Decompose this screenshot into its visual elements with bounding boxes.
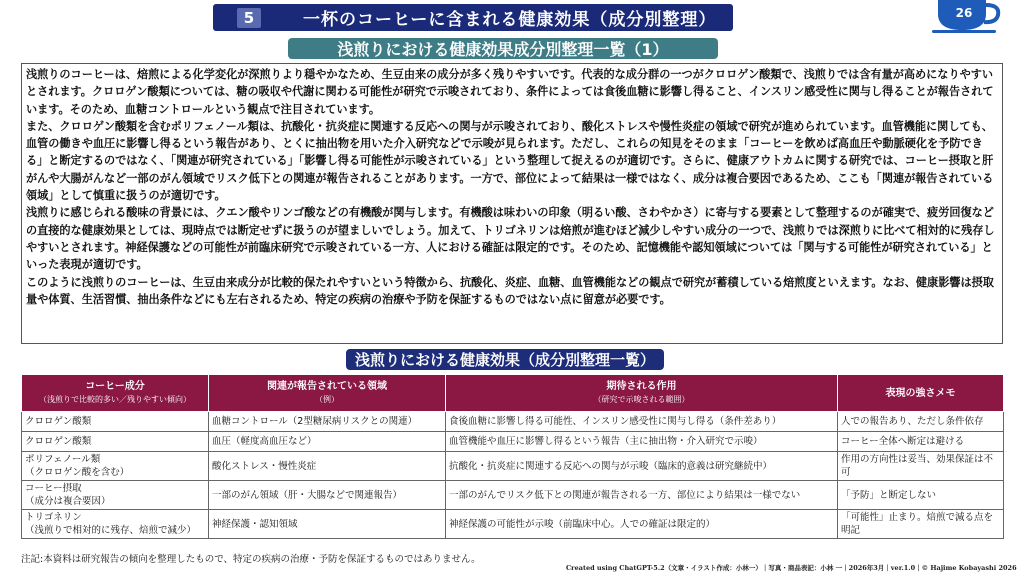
table-cell: クロロゲン酸類	[22, 412, 209, 432]
table-row	[22, 481, 1004, 510]
table-cell: 神経保護・認知領域	[209, 510, 446, 539]
table-cell: 「予防」と断定しない	[838, 481, 1004, 510]
table-cell: 酸化ストレス・慢性炎症	[209, 452, 446, 481]
table-cell: コーヒー全体へ断定は避ける	[838, 432, 1004, 452]
column-header: 関連が報告されている領域 （例）	[209, 375, 446, 412]
table-cell: 「可能性」止まり。焙煎で減る点を明記	[838, 510, 1004, 539]
table-cell: トリゴネリン （浅煎りで相対的に残存、焙煎で減少）	[22, 510, 209, 539]
table-row	[22, 452, 1004, 481]
section-title-2: 浅煎りにおける健康効果（成分別整理一覧）	[346, 349, 664, 370]
credit-line: Created using ChatGPT-5.2（文章・イラスト作成：小林一）｜写真・商品表記：小林 一｜2026年3月｜ver.1.0｜© Hajime Kobayashi 2026	[566, 564, 1017, 572]
table-cell: 抗酸化・抗炎症に関連する反応への関与が示唆（臨床的意義は研究継続中）	[446, 452, 838, 481]
column-header: コーヒー成分 （浅煎りで比較的多い／残りやすい傾向）	[22, 375, 209, 412]
health-effects-table	[21, 374, 1004, 539]
table-row	[22, 412, 1004, 432]
column-header: 期待される作用 （研究で示唆される範囲）	[446, 375, 838, 412]
table-cell: コーヒー摂取 （成分は複合要因）	[22, 481, 209, 510]
table-cell: 神経保護の可能性が示唆（前臨床中心。人での確証は限定的）	[446, 510, 838, 539]
slide-header	[213, 4, 733, 31]
slide-title: 一杯のコーヒーに含まれる健康効果（成分別整理）	[303, 10, 717, 30]
intro-paragraph: また、クロロゲン酸類を含むポリフェノール類は、抗酸化・抗炎症に関連する反応への関与が示唆されており、酸化ストレスや慢性炎症の領域で研究が進められています。血管機能に関しても、血管の働きや血圧に影響し得るという報告があり、とくに抽出物を用いた介入研究などで示唆が見られます。ただし、これらの知見をそのまま「コーヒーを飲めば高血圧や動脈硬化を予防できる」と断定するのではなく、「関連が研究されている」「影響し得る可能性が示唆されている」という整理して捉えるのが適切です。さらに、健康アウトカムに関する研究では、コーヒー摂取と肝がんや大腸がんなど一部のがん領域でリスク低下との関連が報告されることがあります。一方で、部位によって結果は一様ではなく、成分は複合要因であるため、ここも「関連が報告されている領域」として慎重に扱うのが適切です。	[26, 119, 994, 203]
table-cell: 血管機能や血圧に影響し得るという報告（主に抽出物・介入研究で示唆）	[446, 432, 838, 452]
page-number: 26	[955, 6, 973, 20]
intro-paragraph: このように浅煎りのコーヒーは、生豆由来成分が比較的保たれやすいという特徴から、抗酸化、炎症、血糖、血管機能などの観点で研究が蓄積している焙煎度といえます。なお、健康影響は摂取量や体質、生活習慣、抽出条件などにも左右されるため、特定の疾病の治療や予防を保証するものではない点に留意が必要です。	[26, 275, 994, 306]
intro-text-box	[21, 63, 1003, 344]
table-cell: 食後血糖に影響し得る可能性、インスリン感受性に関与し得る（条件差あり）	[446, 412, 838, 432]
intro-paragraph: 浅煎りのコーヒーは、焙煎による化学変化が深煎りより穏やかなため、生豆由来の成分が多く残りやすいです。代表的な成分群の一つがクロロゲン酸類で、浅煎りでは含有量が高めになりやすいとされます。クロロゲン酸類については、糖の吸収や代謝に関わる可能性が研究で示唆されており、条件によっては食後血糖に影響し得ること、インスリン感受性に関与し得ることが報告されています。そのため、血糖コントロールという観点で注目されています。	[26, 68, 994, 116]
table-cell: 血圧（軽度高血圧など）	[209, 432, 446, 452]
column-header: 表現の強さメモ	[838, 375, 1004, 412]
table-cell: 作用の方向性は妥当、効果保証は不可	[838, 452, 1004, 481]
table-cell: 一部のがん領域（肝・大腸などで関連報告）	[209, 481, 446, 510]
table-cell: 人での報告あり、ただし条件依存	[838, 412, 1004, 432]
table-cell: 一部のがんでリスク低下との関連が報告される一方、部位により結果は一様でない	[446, 481, 838, 510]
table-cell: 血糖コントロール（2型糖尿病リスクとの関連）	[209, 412, 446, 432]
table-row	[22, 432, 1004, 452]
table-cell: ポリフェノール類 （クロロゲン酸を含む）	[22, 452, 209, 481]
intro-paragraph: 浅煎りに感じられる酸味の背景には、クエン酸やリンゴ酸などの有機酸が関与します。有機酸は味わいの印象（明るい酸、さわやかさ）に寄与する要素として整理するのが確実で、疲労回復などの直接的な健康効果としては、現時点では断定せずに扱うのが望ましいでしょう。加えて、トリゴネリンは焙煎が進むほど減少しやすい成分の一つで、浅煎りでは深煎りに比べて相対的に残存しやすいとされます。神経保護などの可能性が前臨床研究で示唆されている一方、人における確証は限定的です。そのため、記憶機能や認知領域については「関与する可能性が研究されている」といった表現が適切です。	[26, 206, 995, 272]
section-title-1: 浅煎りにおける健康効果成分別整理一覧（1）	[288, 38, 718, 59]
chapter-number: 5	[237, 8, 261, 28]
footnote: 注記:本資料は研究報告の傾向を整理したもので、特定の疾病の治療・予防を保証するものではありません。	[21, 554, 481, 565]
table-cell: クロロゲン酸類	[22, 432, 209, 452]
table-row	[22, 510, 1004, 539]
table-header-row	[22, 375, 1004, 412]
